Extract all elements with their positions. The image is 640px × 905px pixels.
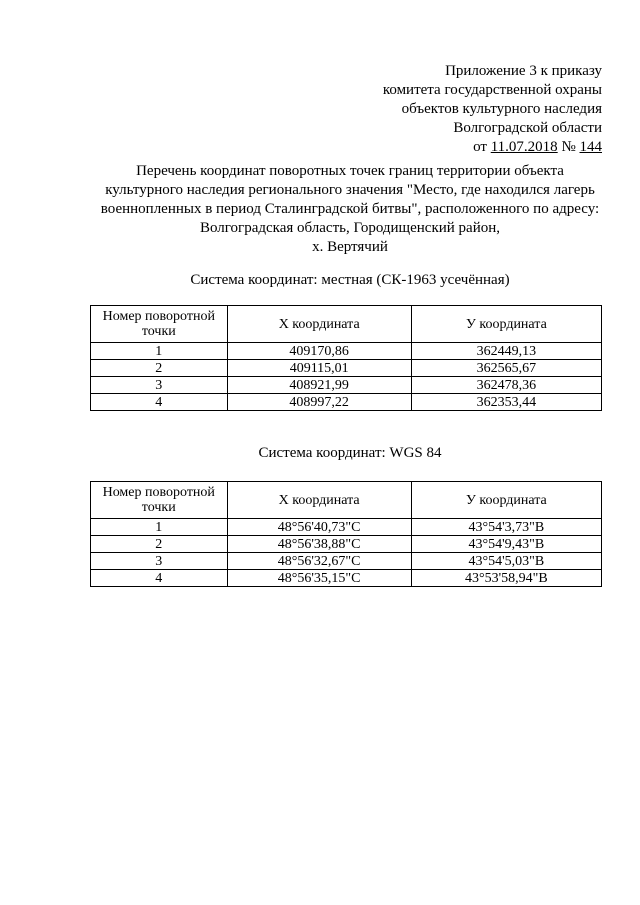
x-coordinate-cell: 408997,22 — [227, 394, 411, 411]
document-title — [60, 162, 640, 257]
y-coordinate-cell: 43°53'58,94"В — [411, 570, 601, 587]
point-number-cell: 4 — [91, 570, 228, 587]
date-prefix: от — [473, 139, 487, 155]
y-coordinate-header: У координата — [411, 482, 601, 519]
table-header-row — [91, 306, 602, 343]
point-number-header: Номер поворотной точки — [91, 306, 228, 343]
y-coordinate-cell: 43°54'9,43"В — [411, 536, 601, 553]
x-coordinate-header: X координата — [227, 482, 411, 519]
header-line-1: Приложение 3 к приказу — [445, 63, 602, 79]
local-system-caption: Система координат: местная (СК-1963 усечённая) — [190, 272, 510, 288]
x-coordinate-cell: 48°56'35,15"С — [227, 570, 411, 587]
table-row — [91, 553, 602, 570]
wgs-system-caption: Система координат: WGS 84 — [258, 445, 442, 461]
order-date: 11.07.2018 — [490, 139, 558, 155]
y-coordinate-cell: 43°54'3,73"В — [411, 519, 601, 536]
point-number-header: Номер поворотной точки — [91, 482, 228, 519]
x-coordinate-cell: 409170,86 — [227, 343, 411, 360]
local-coordinates-table — [90, 305, 602, 411]
y-coordinate-cell: 362353,44 — [411, 394, 601, 411]
y-coordinate-cell: 362478,36 — [411, 377, 601, 394]
title-line-3: военнопленных в период Сталинградской битвы", расположенного по адресу: — [100, 201, 600, 217]
y-coordinate-cell: 43°54'5,03"В — [411, 553, 601, 570]
title-line-2: культурного наследия регионального значения "Место, где находился лагерь — [105, 182, 595, 198]
point-number-cell: 3 — [91, 377, 228, 394]
x-coordinate-cell: 48°56'40,73"С — [227, 519, 411, 536]
header-line-3: объектов культурного наследия — [401, 101, 602, 117]
appendix-header — [383, 62, 602, 157]
table-row — [91, 377, 602, 394]
wgs-coordinates-table — [90, 481, 602, 587]
header-date-line — [383, 138, 602, 157]
y-coordinate-cell: 362565,67 — [411, 360, 601, 377]
point-number-cell: 2 — [91, 360, 228, 377]
point-number-cell: 2 — [91, 536, 228, 553]
point-number-cell: 1 — [91, 343, 228, 360]
y-coordinate-cell: 362449,13 — [411, 343, 601, 360]
header-line-2: комитета государственной охраны — [382, 82, 602, 98]
table-row — [91, 519, 602, 536]
order-number: 144 — [579, 139, 602, 155]
table-header-row — [91, 482, 602, 519]
x-coordinate-header: X координата — [227, 306, 411, 343]
x-coordinate-cell: 48°56'32,67"С — [227, 553, 411, 570]
x-coordinate-cell: 48°56'38,88"С — [227, 536, 411, 553]
x-coordinate-cell: 409115,01 — [227, 360, 411, 377]
title-line-1: Перечень координат поворотных точек границ территории объекта — [136, 163, 564, 179]
title-line-5: х. Вертячий — [312, 239, 388, 255]
point-number-cell: 3 — [91, 553, 228, 570]
number-sign: № — [561, 139, 576, 155]
title-line-4: Волгоградская область, Городищенский район, — [199, 220, 501, 236]
table-row — [91, 570, 602, 587]
point-number-cell: 4 — [91, 394, 228, 411]
table-row — [91, 394, 602, 411]
header-line-4: Волгоградской области — [453, 120, 602, 136]
point-number-cell: 1 — [91, 519, 228, 536]
table-row — [91, 360, 602, 377]
y-coordinate-header: У координата — [411, 306, 601, 343]
table-row — [91, 536, 602, 553]
table-row — [91, 343, 602, 360]
x-coordinate-cell: 408921,99 — [227, 377, 411, 394]
